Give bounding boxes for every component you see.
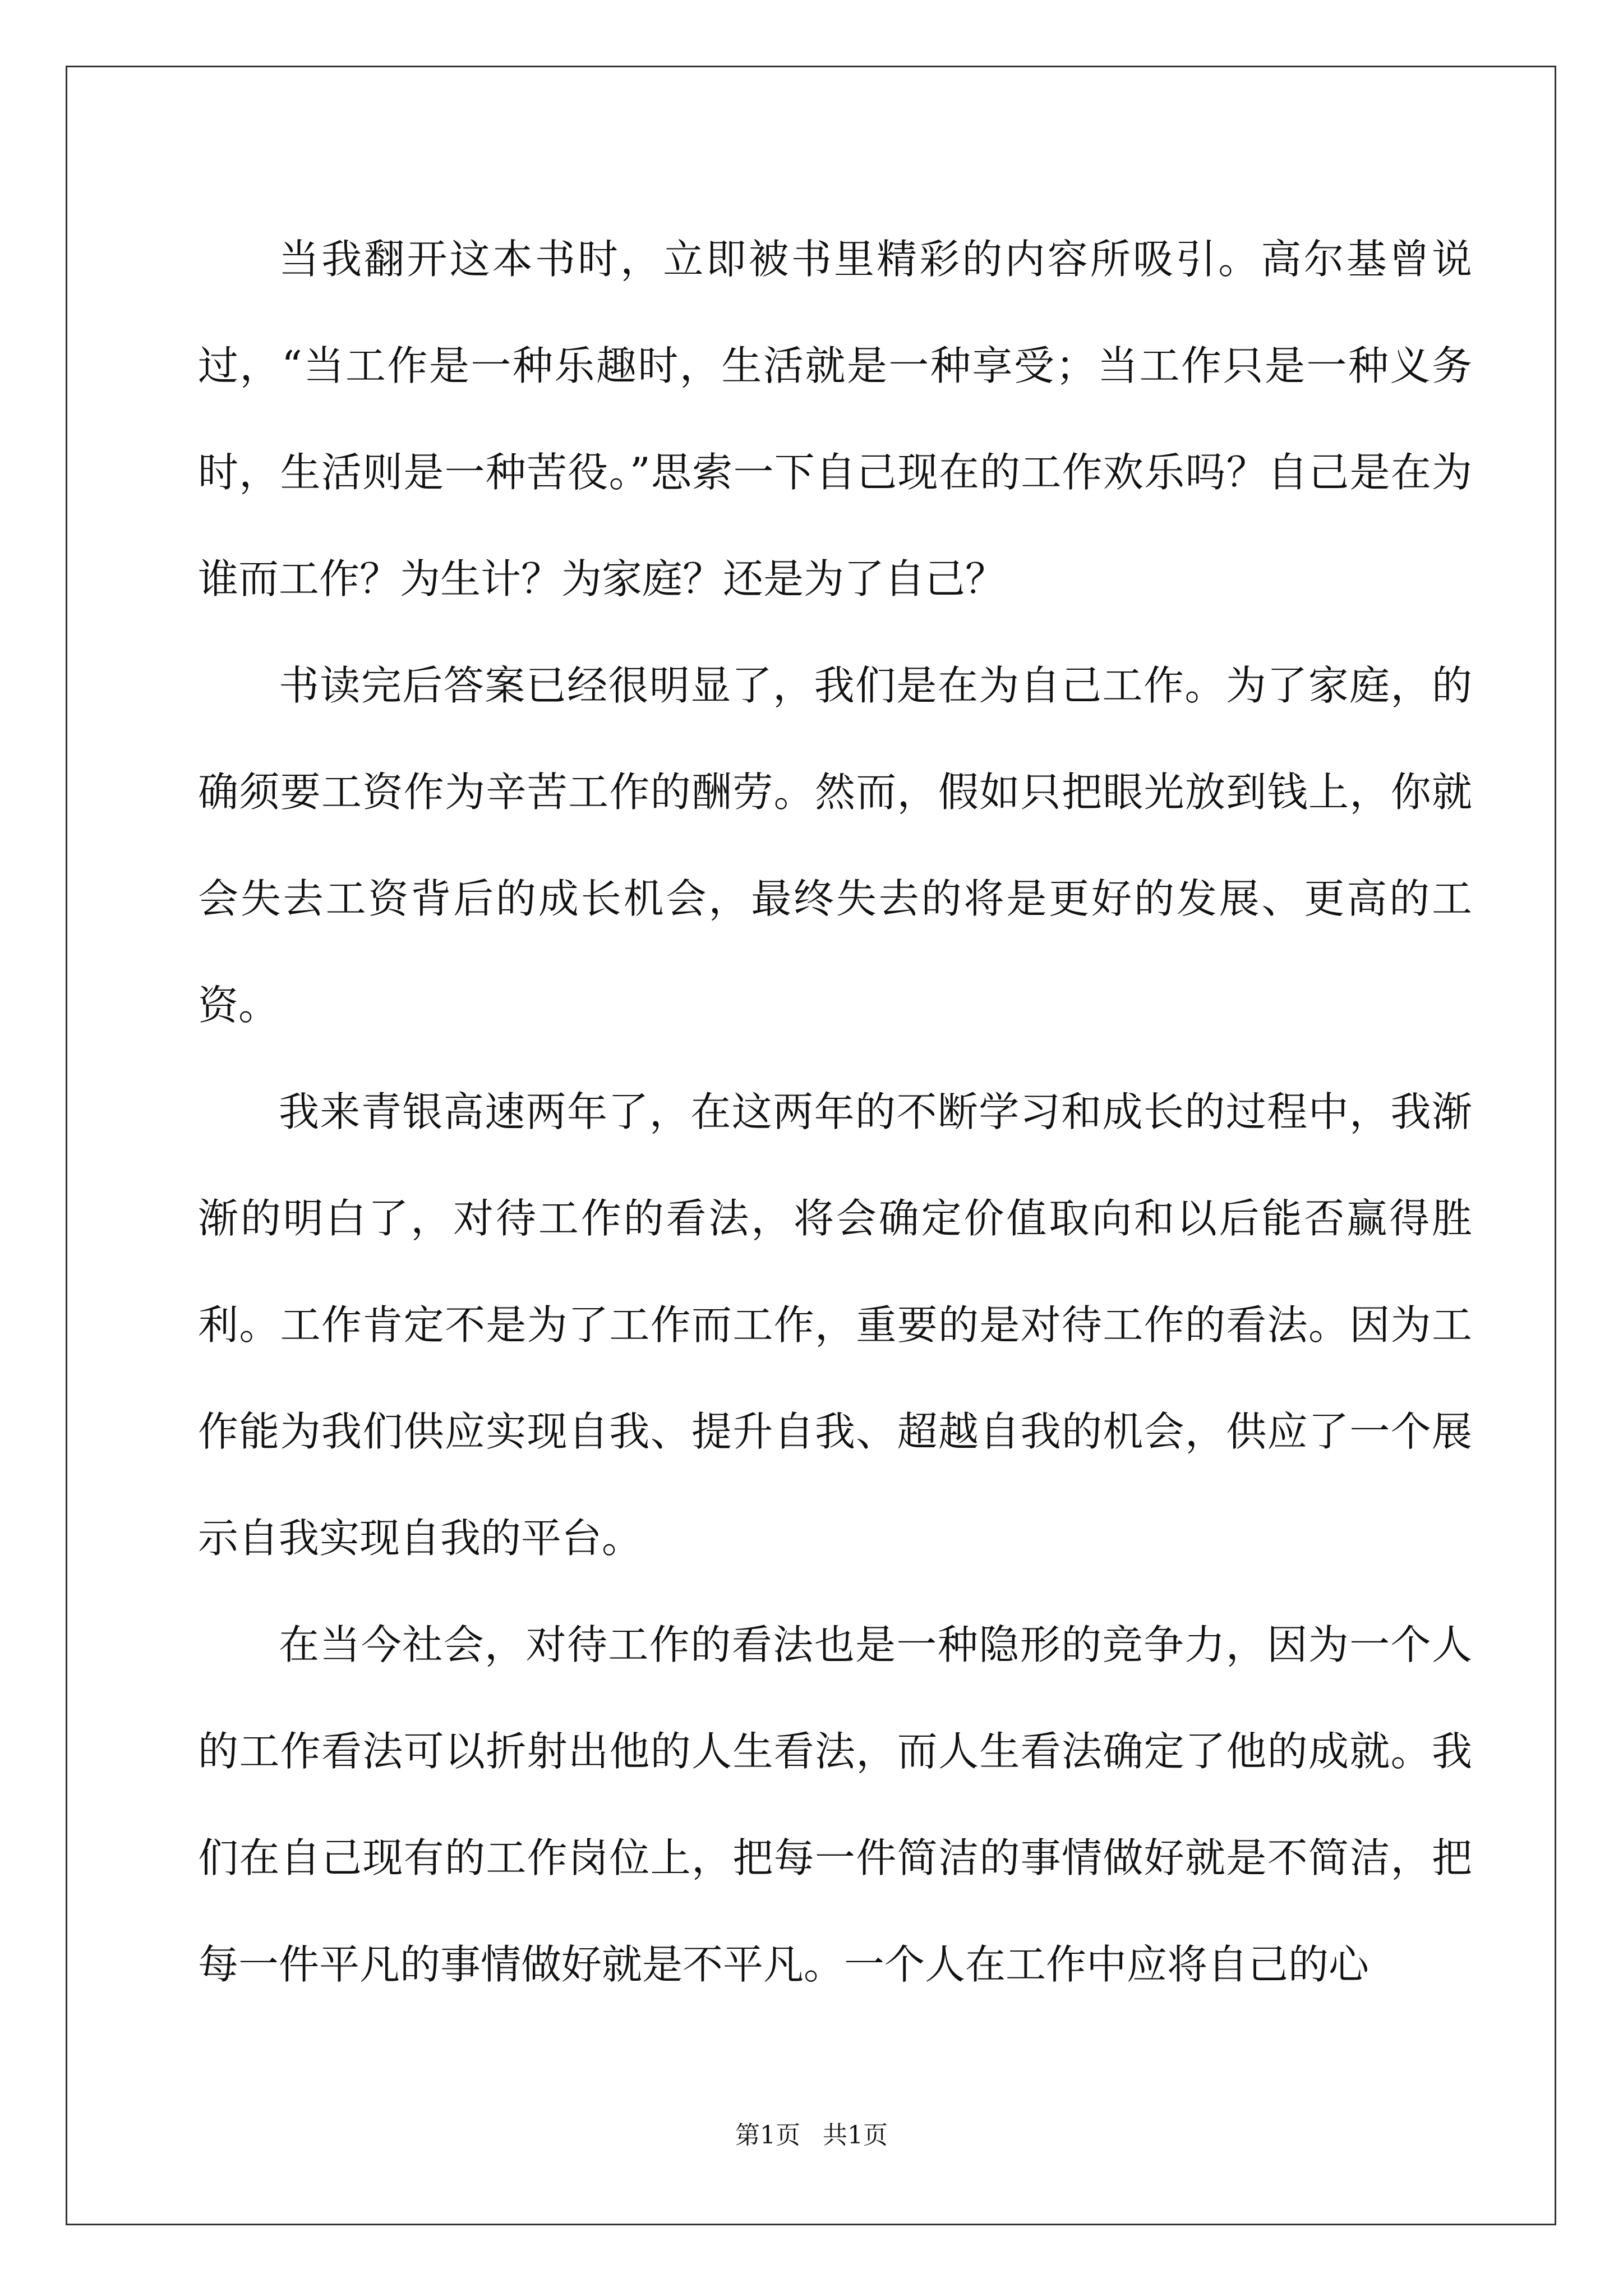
paragraph: 书读完后答案已经很明显了，我们是在为自己工作。为了家庭，的确须要工资作为辛苦工作的酬劳。然而，假如只把眼光放到钱上，你就会失去工资背后的成长机会，最终失去的将是更好的发展、更高的工资。 (198, 662, 1472, 1029)
page-footer (0, 2115, 1623, 2151)
page-total: 共1页 (823, 2121, 888, 2150)
paragraph: 当我翻开这本书时，立即被书里精彩的内容所吸引。高尔基曾说过，“当工作是一种乐趣时，生活就是一种享受；当工作只是一种义务时，生活则是一种苦役。”思索一下自己现在的工作欢乐吗？自己是在为谁而工作？为生计？为家庭？还是为了自己？ (198, 236, 1472, 602)
paragraph: 在当今社会，对待工作的看法也是一种隐形的竞争力，因为一个人的工作看法可以折射出他的人生看法，而人生看法确定了他的成就。我们在自己现有的工作岗位上，把每一件简洁的事情做好就是不简洁，把每一件平凡的事情做好就是不平凡。一个人在工作中应将自己的心 (198, 1621, 1472, 1988)
document-body (198, 206, 1472, 2018)
paragraph: 我来青银高速两年了，在这两年的不断学习和成长的过程中，我渐渐的明白了，对待工作的看法，将会确定价值取向和以后能否赢得胜利。工作肯定不是为了工作而工作，重要的是对待工作的看法。因为工作能为我们供应实现自我、提升自我、超越自我的机会，供应了一个展示自我实现自我的平台。 (198, 1088, 1472, 1562)
page-number: 第1页 (735, 2121, 800, 2150)
